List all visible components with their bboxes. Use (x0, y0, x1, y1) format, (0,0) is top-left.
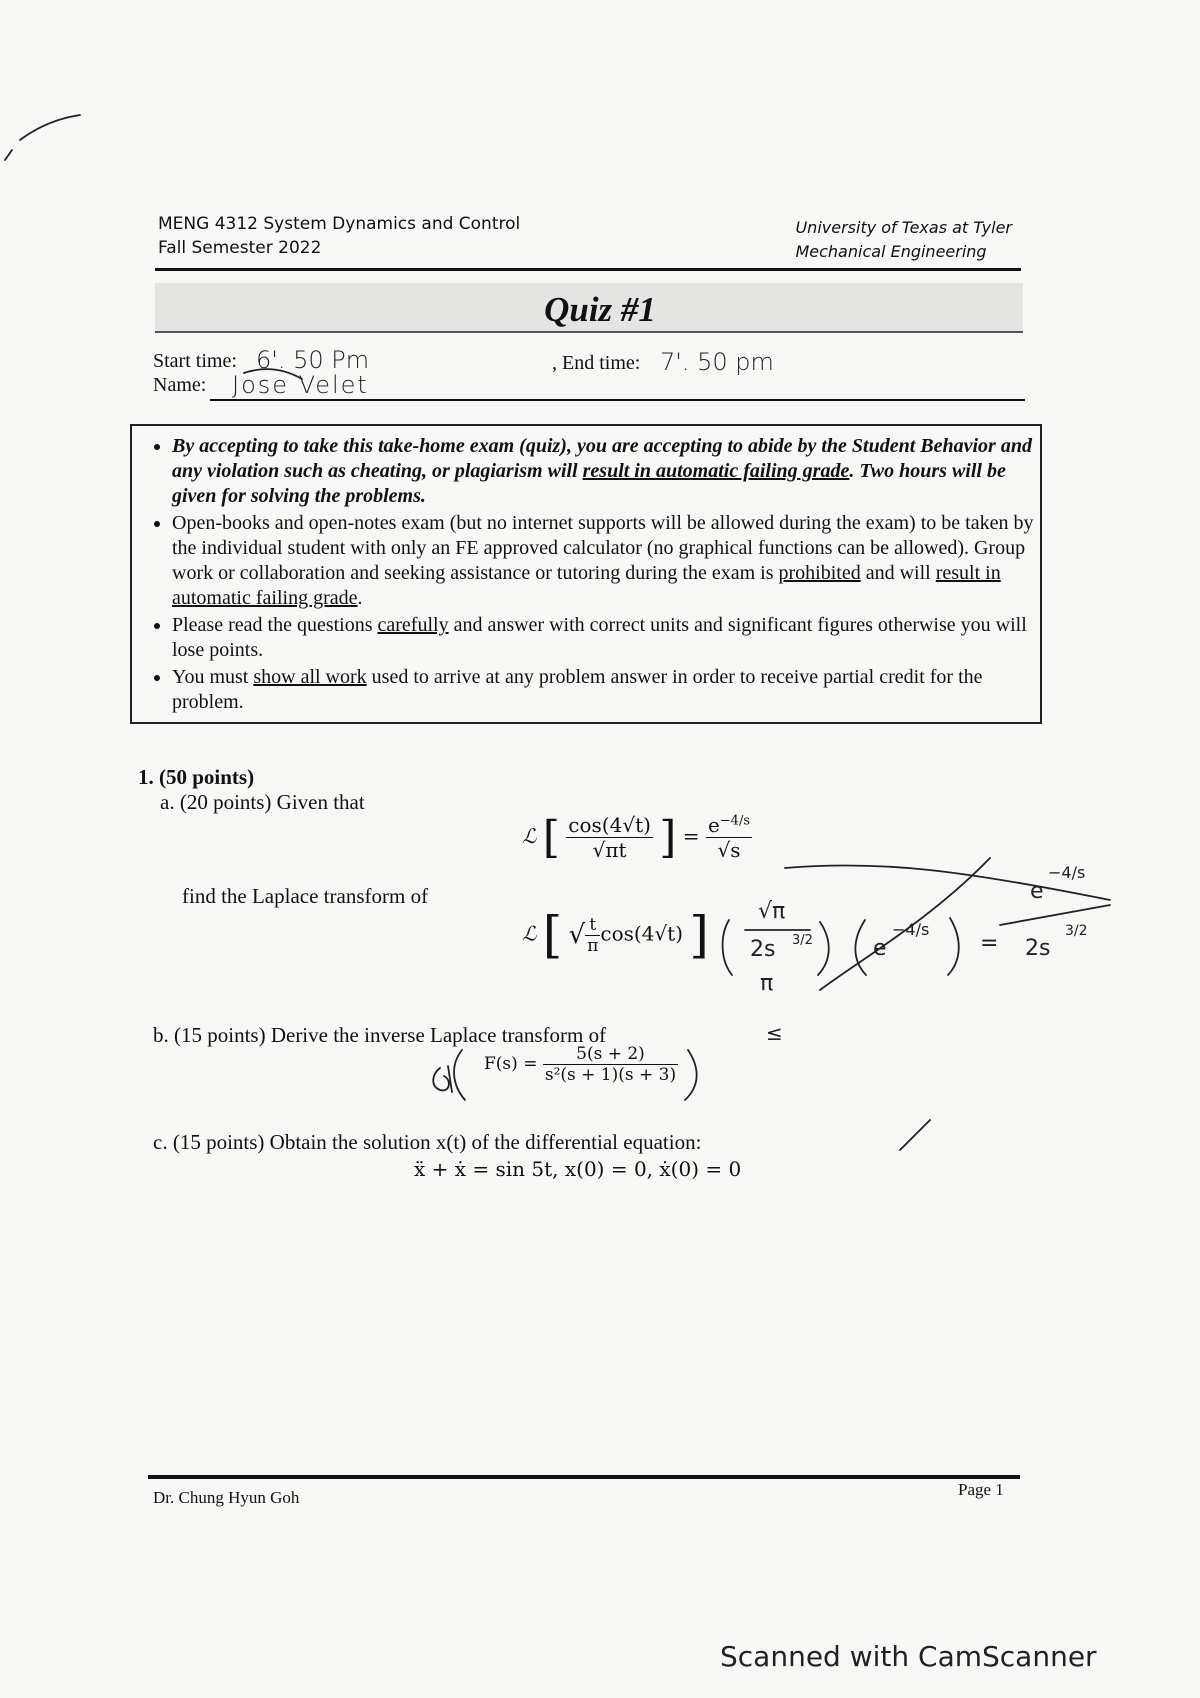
hand-pi-cancel: π (760, 971, 774, 996)
instruction-2: • Open-books and open-notes exam (but no internet supports will be allowed during the exam) to be taken by the individual student with only an FE approved calculator (no graphical functions can be allowed). Group work or collaboration and seeking assistance or tutoring during the exam is prohibited and will result in automatic failing grade. (172, 511, 1040, 611)
page-number: Page 1 (958, 1480, 1004, 1499)
quiz-title: Quiz #1 (544, 290, 656, 329)
paren-left-1 (723, 920, 732, 975)
scanner-watermark: Scanned with CamScanner (720, 1640, 1097, 1673)
hand-result-num: e (1030, 879, 1044, 904)
part-c-label: c. (15 points) Obtain the solution x(t) of the differential equation: (153, 1130, 702, 1154)
paren-right-1 (818, 922, 829, 975)
part-a-label: a. (20 points) Given that (160, 790, 365, 814)
department: Mechanical Engineering (795, 242, 987, 261)
part-c-equation: ẍ + ẋ = sin 5t, x(0) = 0, ẋ(0) = 0 (414, 1157, 742, 1181)
hand-2s: 2s (750, 937, 776, 962)
semester: Fall Semester 2022 (158, 238, 322, 258)
end-time-label: , End time: (552, 352, 641, 374)
name-value: Jose Velet (232, 371, 369, 399)
footer-author: Dr. Chung Hyun Goh (153, 1488, 300, 1507)
target-equation: ℒ [ √ $\frac{t}{\pi}$ cos(4√t) ] (522, 906, 709, 964)
name-underline-stroke (244, 369, 302, 379)
result-fraction-bar (1000, 905, 1110, 925)
instruction-4: • You must show all work used to arrive at any problem answer in order to receive partial credit for the problem. (172, 665, 1040, 715)
scan-edge-mark (5, 115, 80, 160)
hand-result-den-exp: 3/2 (1065, 923, 1088, 939)
paren-left-2 (855, 920, 866, 975)
part-b-equation: F(s) = $\frac{5(s + 2)}{\text{s²(s + 1)(s + 3)}}$ (484, 1044, 677, 1085)
ink-bracket-right (685, 1050, 697, 1100)
laplace-inverse-mark (433, 1066, 452, 1092)
start-time-value: 6'. 50 Pm (256, 346, 370, 374)
course-title: MENG 4312 System Dynamics and Control (158, 214, 521, 234)
paren-right-2 (948, 918, 959, 975)
ink-bracket-left (454, 1050, 465, 1100)
name-label: Name: (153, 374, 207, 396)
hand-s-mark: ≤ (766, 1021, 783, 1045)
part-b-label: b. (15 points) Derive the inverse Laplace transform of (153, 1023, 607, 1047)
footer-rule (148, 1475, 1020, 1479)
instruction-3: • Please read the questions carefully and answer with correct units and significant figures otherwise you will lose points. (172, 613, 1040, 663)
instruction-1: • By accepting to take this take-home exam (quiz), you are accepting to abide by the Student Behavior and any violation such as cheating, or plagiarism will result in automatic failing grade. Two hours will be given for solving the problems. (172, 434, 1040, 509)
given-equation: ℒ [ $\frac{\cos(4√t)}{√\pi t}$ ] = $\frac{e^{-4/s}}{√s}$ (522, 812, 750, 863)
end-time-value: 7'. 50 pm (660, 348, 774, 376)
hand-exp-frac: −4/s (892, 920, 930, 939)
problem-heading: 1. (50 points) (138, 765, 255, 789)
hand-result-den: 2s (1025, 936, 1051, 961)
start-time-label: Start time: (153, 350, 237, 372)
hand-e: e (873, 936, 887, 961)
hand-pi: √π (758, 899, 786, 924)
hand-result-exp: −4/s (1048, 863, 1086, 882)
stray-mark (900, 1120, 930, 1150)
hand-exp: 3/2 (792, 933, 813, 948)
part-a-find: find the Laplace transform of (182, 884, 429, 908)
university: University of Texas at Tyler (795, 218, 1012, 237)
hand-equals: = (980, 931, 999, 956)
